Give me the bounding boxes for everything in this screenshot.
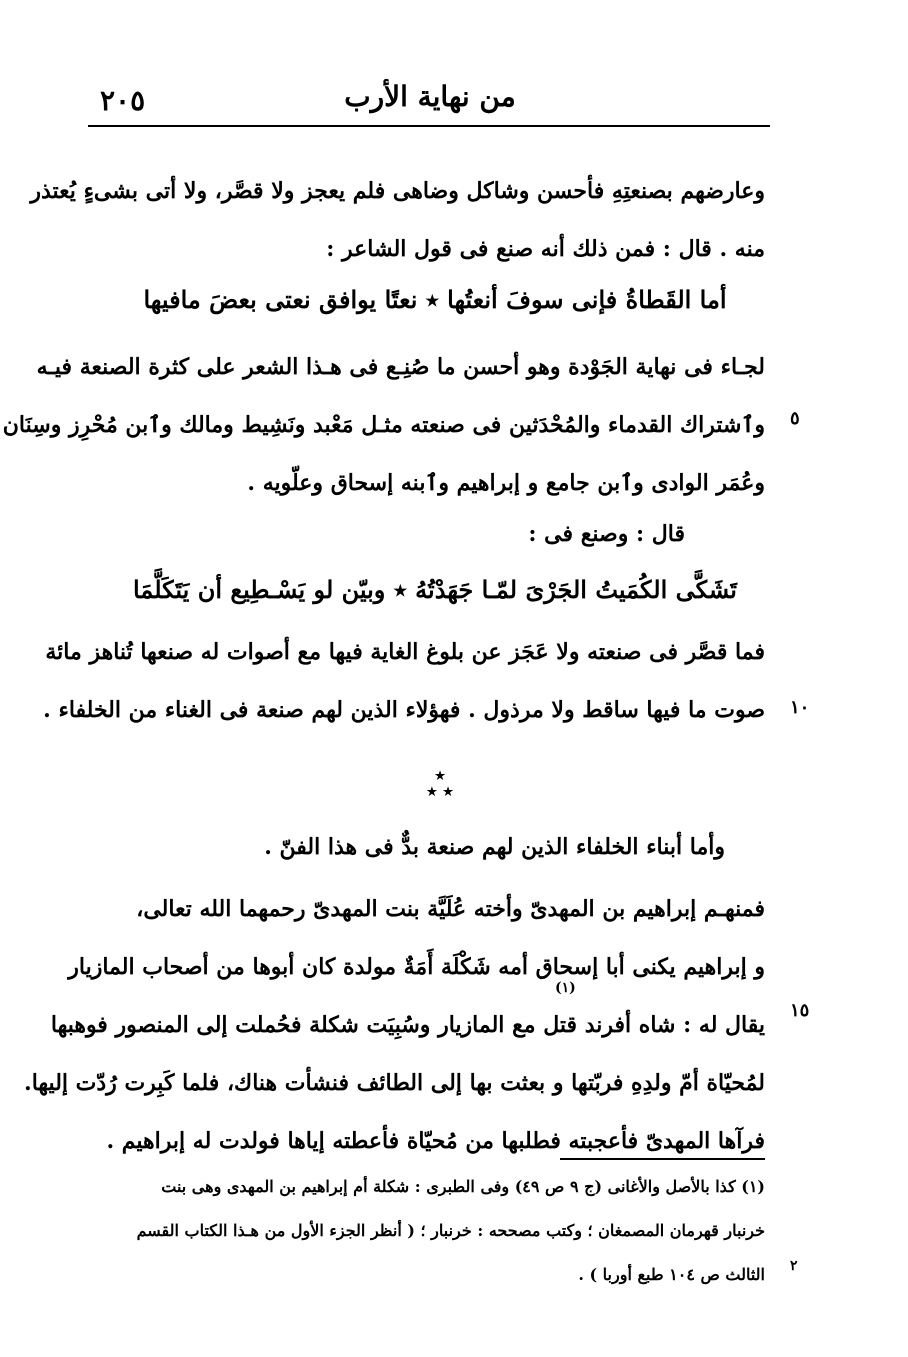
footnote-line: خرنبار قهرمان المصمغان ؛ وكتب مصححه : خرنبار ؛ ( أنظر الجزء الأول من هـذا الكتاب القسم bbox=[136, 1221, 765, 1240]
paragraph-1 bbox=[30, 162, 765, 278]
text-line: صوت ما فيها ساقط ولا مرذول . فهؤلاء الذين لهم صنعة فى الغناء من الخلفاء . bbox=[43, 697, 765, 723]
running-title: من نهاية الأرب bbox=[344, 80, 516, 113]
text-line: وعارضهم بصنعتِهِ فأحسن وشاكل وضاهى فلم يعجز ولا قصَّر، ولا أتى بشىءٍ يُعتذر bbox=[30, 178, 765, 204]
text-line: و إبراهيم يكنى أبا إسحاق أمه شَكْلَة أَمَةٌ مولدة كان أبوها من أصحاب المازيار bbox=[68, 954, 765, 980]
text-line: فما قصَّر فى صنعته ولا عَجَز عن بلوغ الغاية فيها مع أصوات له صنعها تُناهز مائة bbox=[45, 639, 765, 665]
line-number-5: ٥ bbox=[790, 408, 800, 429]
footnote-line-number: ٢ bbox=[790, 1258, 798, 1274]
text-line: وعُمَر الوادى وٱبن جامع و إبراهيم وٱبنه إسحاق وعلّويه . bbox=[247, 470, 765, 496]
header-rule bbox=[88, 125, 770, 127]
asterism-top: ٭ bbox=[435, 765, 445, 786]
footnote-reference: (١) bbox=[555, 980, 576, 996]
text-line: قال : وصنع فى : bbox=[528, 521, 685, 547]
text-line: وٱشتراك القدماء والمُحْدَثين فى صنعته مثـل مَعْبد ونَشِيط ومالك وٱبن مُحْرِز وسِنَان bbox=[2, 412, 765, 438]
paragraph-4 bbox=[43, 623, 765, 739]
text-line: وأما أبناء الخلفاء الذين لهم صنعة بدٌّ فى هذا الفنّ . bbox=[264, 834, 725, 860]
footnote-rule bbox=[560, 1158, 765, 1160]
verse-1: أما القَطاةُ فإنى سوفَ أنعتُها ٭ نعتًا يوافق نعتى بعضَ مافيها bbox=[143, 285, 727, 314]
section-2-intro bbox=[105, 818, 765, 876]
line-number-10: ١٠ bbox=[790, 697, 810, 718]
text-line: يقال له : شاه أفرند قتل مع المازيار وسُبِيَت شكلة فحُملت إلى المنصور فوهبها bbox=[50, 1012, 765, 1038]
footnote-line: الثالث ص ١٠٤ طبع أوربا ) . bbox=[578, 1265, 765, 1284]
page-number: ٢٠٥ bbox=[100, 84, 146, 117]
text-line: لمُحيّاة أمّ ولدِهِ فربّتها و بعثت بها إلى الطائف فنشأت هناك، فلما كَبِرت رُدّت إليها. bbox=[24, 1070, 765, 1096]
asterism-bottom: ٭ ٭ bbox=[427, 781, 453, 802]
section-separator bbox=[410, 765, 470, 802]
verse-2: تَشَكَّى الكُمَيتُ الجَرْىَ لمّـا جَهَدْتُهُ ٭ وبيّن لو يَسْـطِيع أن يَتَكَلَّمَا bbox=[133, 575, 737, 604]
line-number-15: ١٥ bbox=[790, 1000, 810, 1021]
paragraph-5 bbox=[24, 880, 765, 1170]
text-line: فرآها المهدىّ فأعجبته فطلبها من مُحيّاة فأعطته إياها فولدت له إبراهيم . bbox=[106, 1128, 765, 1154]
footnotes bbox=[105, 1165, 765, 1297]
paragraph-3-intro bbox=[105, 505, 765, 563]
text-line: لجـاء فى نهاية الجَوْدة وهو أحسن ما صُنِـع فى هـذا الشعر على كثرة الصنعة فيـه bbox=[36, 354, 765, 380]
footnote-line: (١) كذا بالأصل والأغانى (ج ٩ ص ٤٩) وفى الطبرى : شكلة أم إبراهيم بن المهدى وهى بنت bbox=[161, 1177, 765, 1196]
text-line: منه . قال : فمن ذلك أنه صنع فى قول الشاعر : bbox=[326, 236, 765, 262]
page-header bbox=[90, 70, 770, 120]
paragraph-2 bbox=[2, 338, 765, 512]
text-line: فمنهـم إبراهيم بن المهدىّ وأخته عُلَيَّة بنت المهدىّ رحمهما الله تعالى، bbox=[136, 896, 765, 922]
